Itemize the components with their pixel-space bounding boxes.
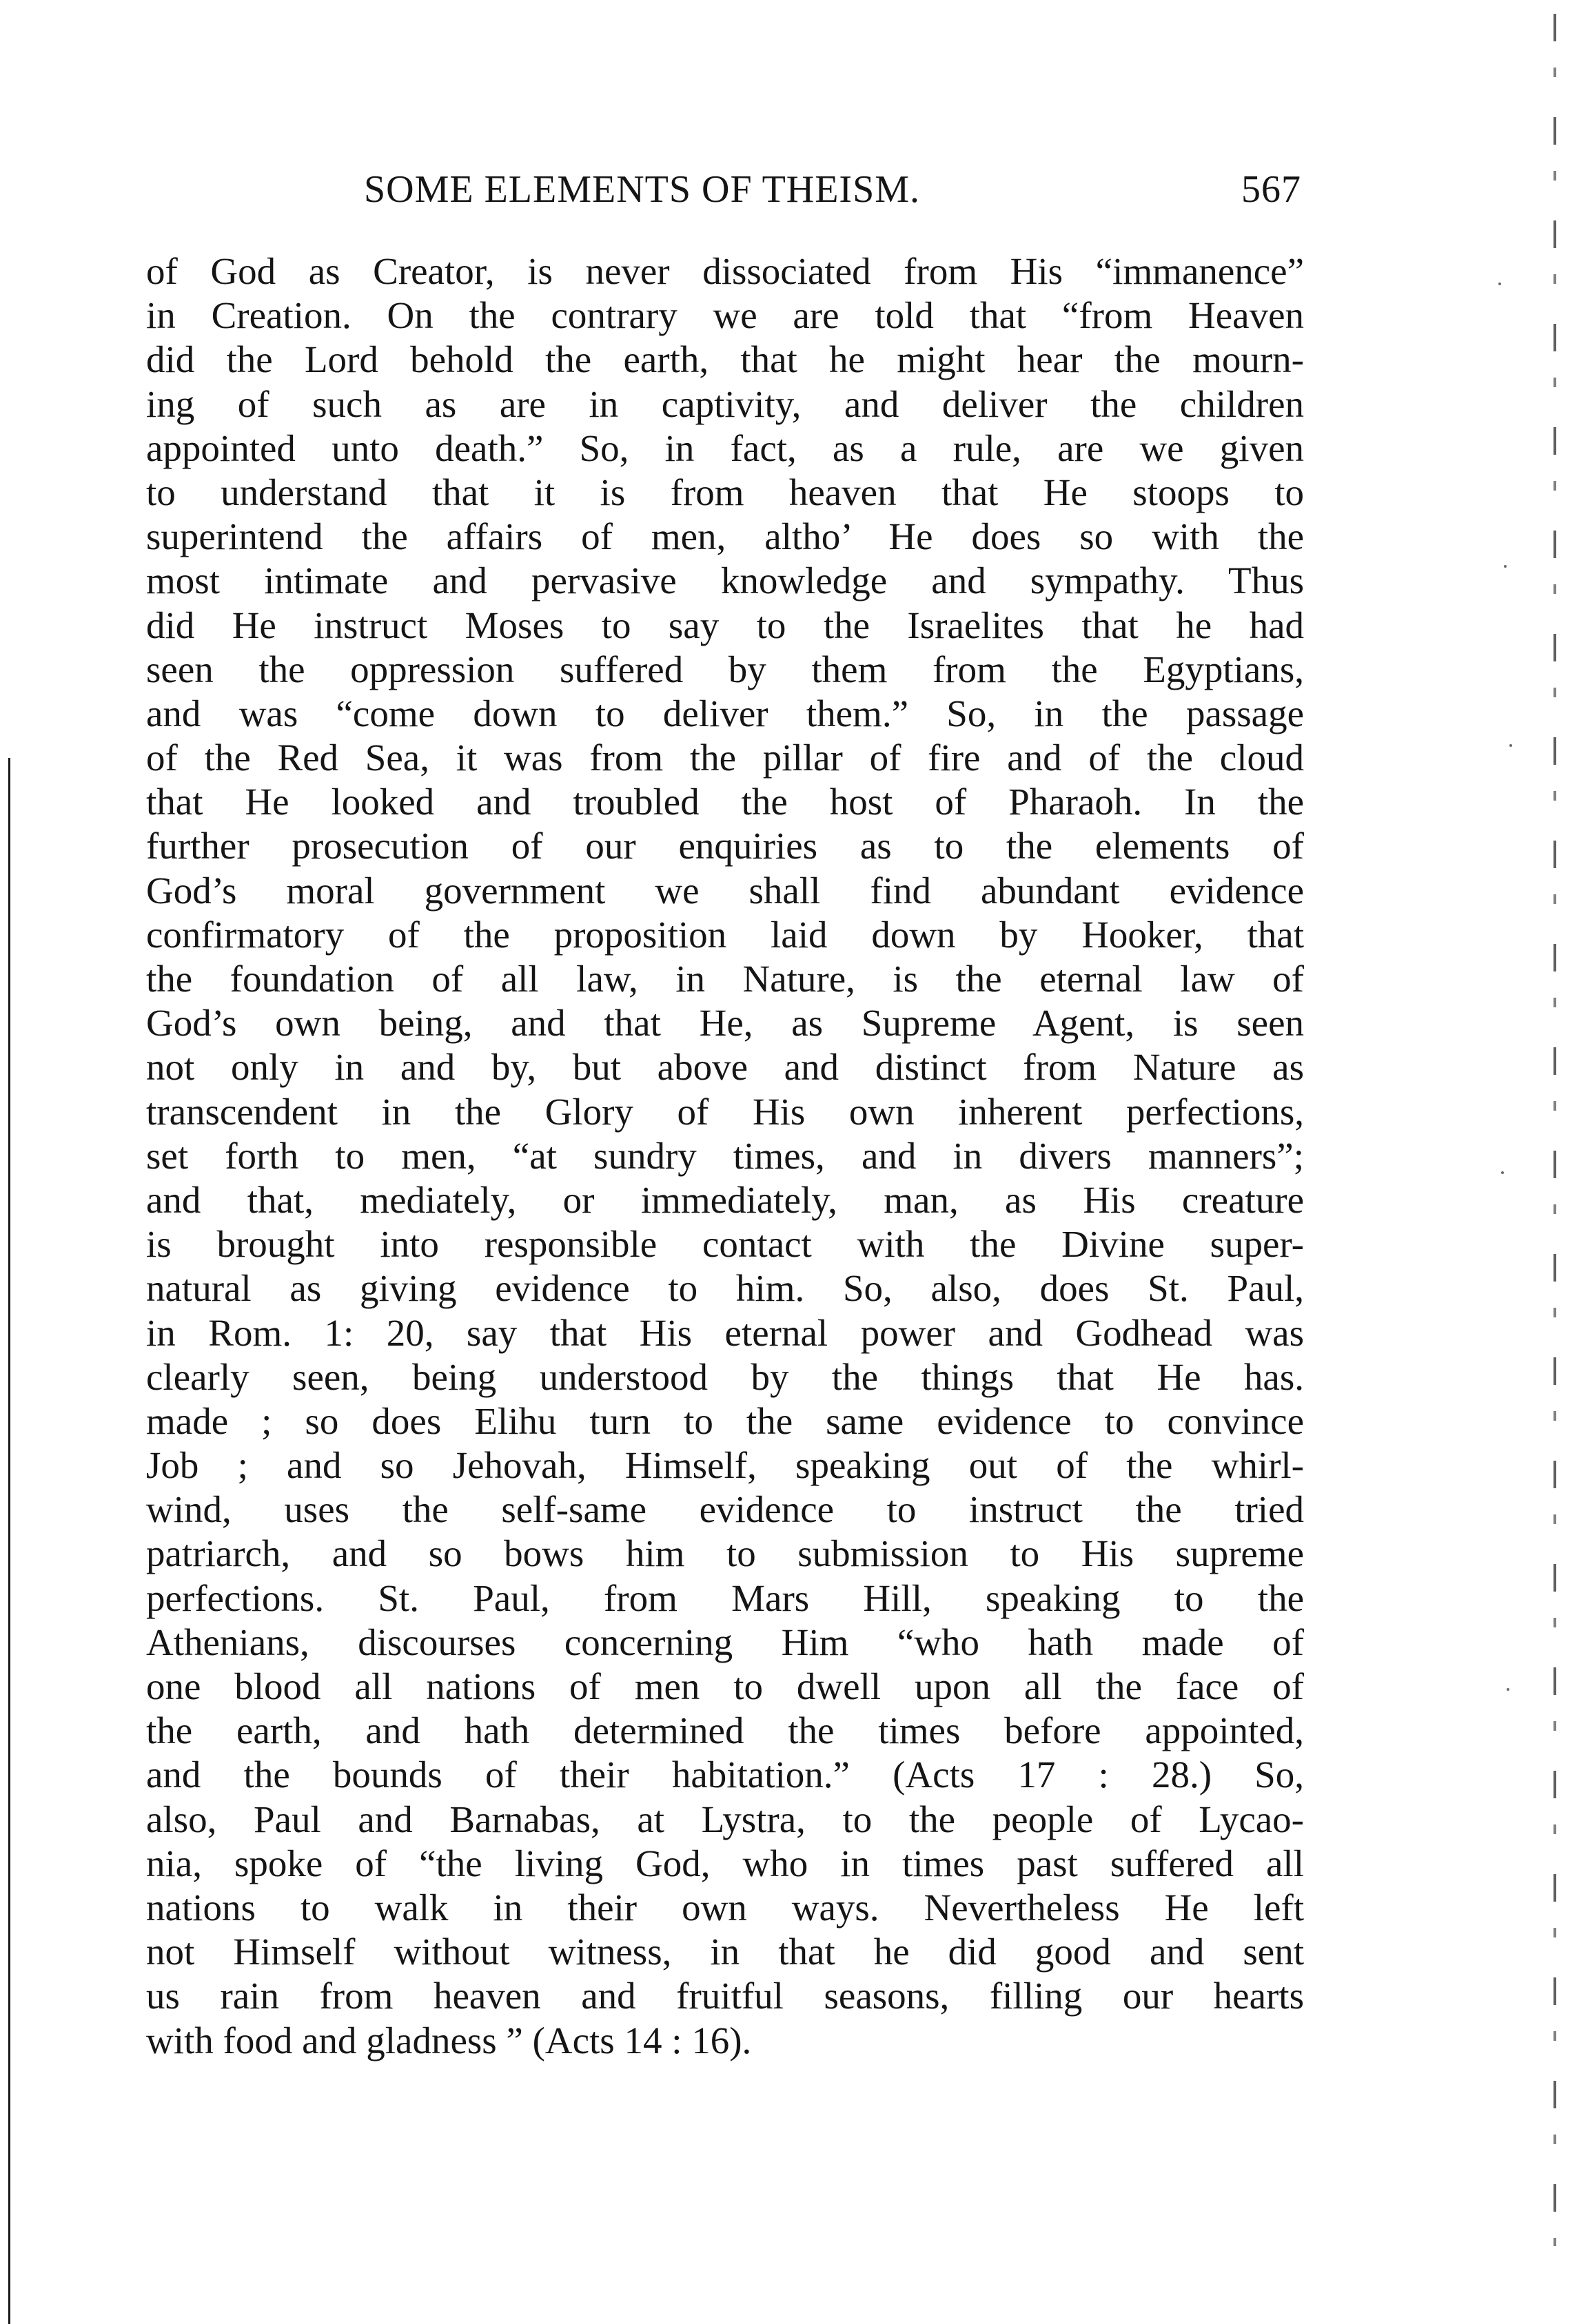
text-line: set forth to men, “at sundry times, and in divers manners”; <box>146 1134 1304 1177</box>
text-line: did the Lord behold the earth, that he might hear the mourn- <box>146 338 1304 381</box>
text-line: appointed unto death.” So, in fact, as a rule, are we given <box>146 426 1304 469</box>
binding-edge <box>1553 14 1556 2246</box>
page-edge-shadow <box>8 758 10 2324</box>
text-line: God’s own being, and that He, as Supreme Agent, is seen <box>146 1002 1304 1045</box>
text-line: that He looked and troubled the host of Pharaoh. In the <box>146 781 1304 823</box>
text-line: us rain from heaven and fruitful seasons, filling our hearts <box>146 1975 1304 2017</box>
text-line: Job ; and so Jehovah, Himself, speaking out of the whirl- <box>146 1444 1304 1487</box>
text-line: superintend the affairs of men, altho’ He does so with the <box>146 515 1304 558</box>
speck <box>1504 565 1507 568</box>
text-line: is brought into responsible contact with the Divine super- <box>146 1223 1304 1266</box>
page-header <box>364 167 1301 223</box>
text-line: nia, spoke of “the living God, who in times past suffered all <box>146 1842 1304 1884</box>
text-line: did He instruct Moses to say to the Israelites that he had <box>146 604 1304 646</box>
text-line: of the Red Sea, it was from the pillar of fire and of the cloud <box>146 737 1304 779</box>
text-line: natural as giving evidence to him. So, also, does St. Paul, <box>146 1267 1304 1310</box>
text-line: with food and gladness ” (Acts 14 : 16). <box>146 2019 752 2061</box>
text-line: one blood all nations of men to dwell upon all the face of <box>146 1665 1304 1707</box>
page-number: 567 <box>1241 168 1301 211</box>
text-line: to understand that it is from heaven that He stoops to <box>146 471 1304 513</box>
text-line: Athenians, discourses concerning Him “who hath made of <box>146 1621 1304 1663</box>
text-line: seen the oppression suffered by them from the Egyptians, <box>146 648 1304 690</box>
speck <box>1509 744 1512 747</box>
text-line: and that, mediately, or immediately, man, as His creature <box>146 1178 1304 1221</box>
text-line: transcendent in the Glory of His own inherent perfections, <box>146 1090 1304 1133</box>
text-line: also, Paul and Barnabas, at Lystra, to the people of Lycao- <box>146 1798 1304 1840</box>
text-line: patriarch, and so bows him to submission to His supreme <box>146 1532 1304 1575</box>
text-line: not only in and by, but above and distinct from Nature as <box>146 1046 1304 1089</box>
text-line: of God as Creator, is never dissociated from His “immanence” <box>146 250 1304 292</box>
text-line: not Himself without witness, in that he did good and sent <box>146 1931 1304 1973</box>
text-line: confirmatory of the proposition laid down by Hooker, that <box>146 913 1304 956</box>
text-line: the foundation of all law, in Nature, is the eternal law of <box>146 958 1304 1000</box>
text-line: in Creation. On the contrary we are told that “from Heaven <box>146 294 1304 337</box>
text-line: nations to walk in their own ways. Nevertheless He left <box>146 1886 1304 1929</box>
speck <box>1507 1688 1509 1691</box>
text-line: further prosecution of our enquiries as to the elements of <box>146 825 1304 867</box>
text-line: the earth, and hath determined the times before appointed, <box>146 1709 1304 1752</box>
text-line: in Rom. 1: 20, say that His eternal power and Godhead was <box>146 1311 1304 1354</box>
speck <box>1501 1171 1504 1174</box>
text-line: ing of such as are in captivity, and deliver the children <box>146 382 1304 425</box>
text-line: made ; so does Elihu turn to the same evidence to convince <box>146 1399 1304 1442</box>
text-line: and the bounds of their habitation.” (Acts 17 : 28.) So, <box>146 1754 1304 1796</box>
text-line: most intimate and pervasive knowledge and sympathy. Thus <box>146 559 1304 602</box>
text-line: clearly seen, being understood by the things that He has. <box>146 1355 1304 1398</box>
speck <box>1498 282 1501 285</box>
running-title: SOME ELEMENTS OF THEISM. <box>364 168 921 211</box>
text-line: God’s moral government we shall find abundant evidence <box>146 869 1304 912</box>
margin-specks <box>1489 207 1516 2067</box>
text-line: perfections. St. Paul, from Mars Hill, speaking to the <box>146 1576 1304 1619</box>
body-text <box>146 249 1304 2063</box>
text-line: and was “come down to deliver them.” So, in the passage <box>146 692 1304 734</box>
text-line: wind, uses the self-same evidence to instruct the tried <box>146 1488 1304 1531</box>
